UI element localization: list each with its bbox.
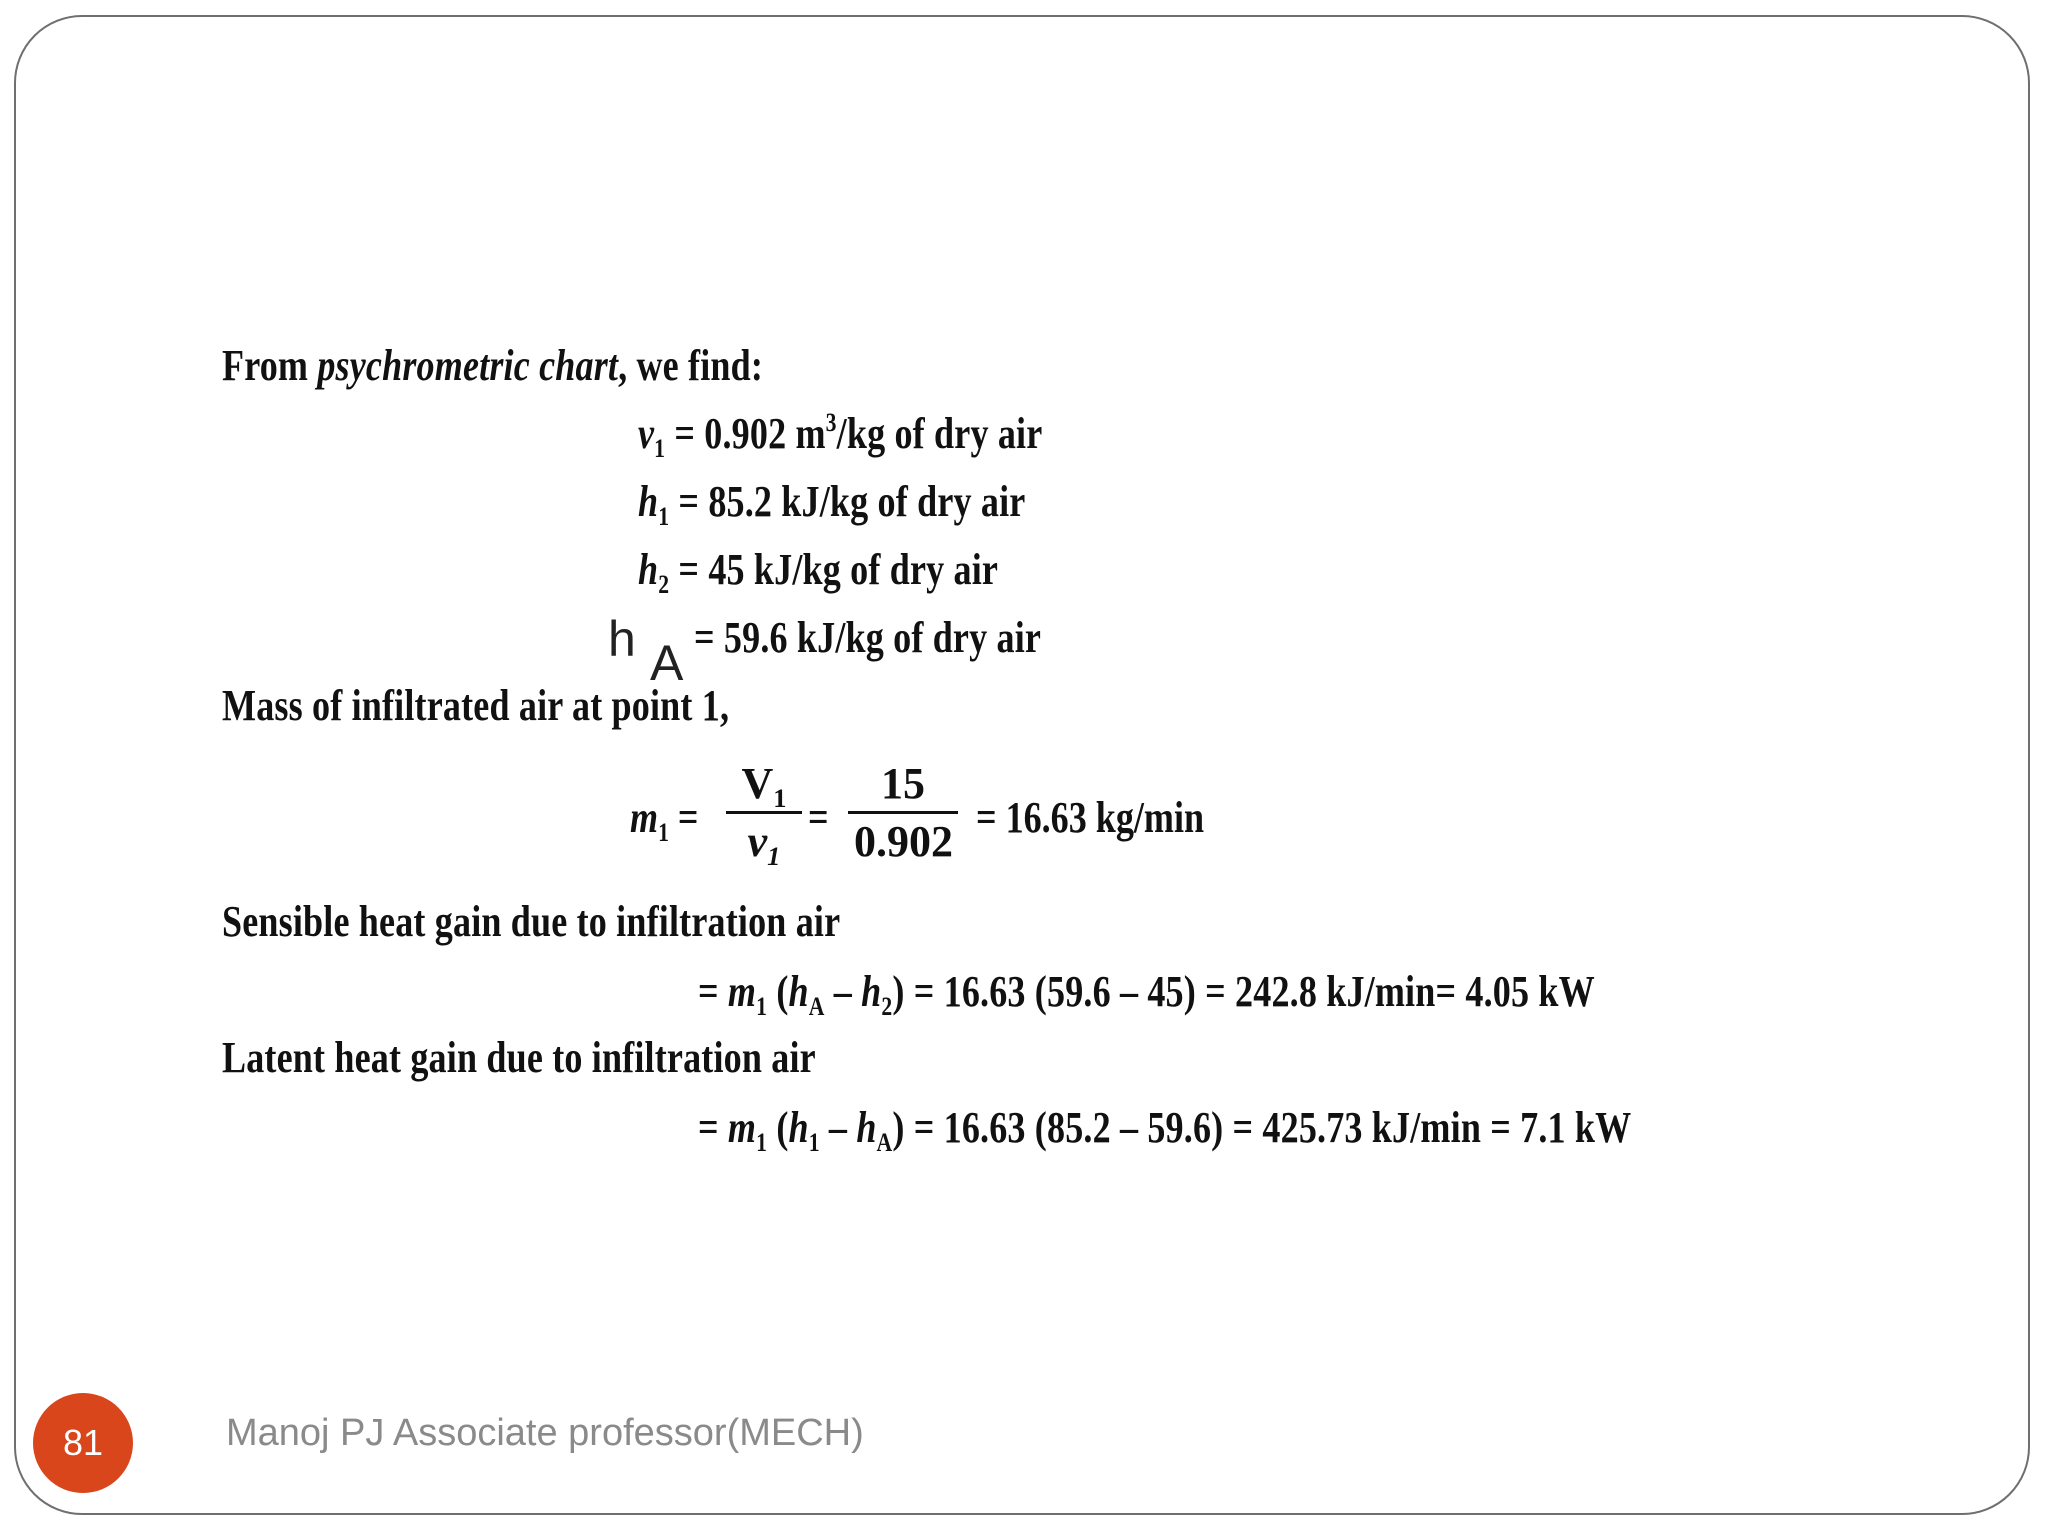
frac1-denominator	[726, 816, 802, 872]
latent-equation	[698, 1102, 1632, 1158]
sensible-heading: Sensible heat gain due to infiltration air	[222, 897, 841, 946]
intro-prefix: From	[222, 341, 318, 390]
h1-symbol: h	[638, 477, 659, 526]
value-v1	[638, 406, 1043, 464]
frac1-den-sub: 1	[767, 841, 781, 872]
sensible-m: m	[727, 967, 757, 1016]
mass-eq2: =	[808, 793, 829, 842]
frac1-den-text: v	[747, 817, 768, 866]
latent-h1-sub: 1	[808, 1127, 820, 1158]
m1-symbol: m	[630, 793, 659, 842]
sensible-rest: ) = 16.63 (59.6 – 45) = 242.8 kJ/min= 4.05 kW	[892, 967, 1595, 1016]
frac1-bar	[726, 811, 802, 814]
latent-m: m	[727, 1103, 757, 1152]
sensible-open: (	[767, 967, 789, 1016]
sensible-h2-sub: 2	[881, 991, 893, 1022]
intro-suffix: , we find:	[618, 341, 764, 390]
fraction-V1-v1	[726, 758, 802, 872]
h1-sub: 1	[658, 501, 670, 532]
latent-minus: –	[819, 1103, 857, 1152]
footer-author: Manoj PJ Associate professor(MECH)	[226, 1412, 864, 1454]
value-ha	[694, 612, 1041, 663]
fraction-15-0902	[848, 758, 958, 867]
h1-eq: = 85.2 kJ/kg of dry air	[678, 477, 1026, 526]
v1-sub: 1	[654, 433, 666, 464]
latent-ha: h	[856, 1103, 877, 1152]
frac2-denominator: 0.902	[854, 817, 953, 866]
frac1-num-text: V	[741, 759, 774, 808]
sensible-ha: h	[788, 967, 809, 1016]
intro-italic: psychrometric chart	[317, 341, 619, 390]
value-h1	[638, 476, 1026, 532]
latent-ha-sub: A	[876, 1127, 893, 1158]
mass-heading: Mass of infiltrated air at point 1,	[222, 681, 730, 730]
v1-symbol: v	[638, 409, 655, 458]
mass-eq1: =	[677, 793, 699, 842]
page-number-badge: 81	[33, 1393, 133, 1493]
latent-open: (	[767, 1103, 789, 1152]
sensible-prefix: =	[698, 967, 728, 1016]
v1-sup: 3	[825, 406, 837, 437]
ha-sub: A	[650, 635, 684, 691]
latent-m-sub: 1	[756, 1127, 768, 1158]
latent-prefix: =	[698, 1103, 728, 1152]
h2-eq: = 45 kJ/kg of dry air	[678, 545, 999, 594]
h2-sub: 2	[658, 569, 670, 600]
sensible-minus: –	[824, 967, 862, 1016]
ha-symbol: h	[608, 611, 636, 667]
frac2-bar	[848, 811, 958, 814]
latent-heading: Latent heat gain due to infiltration air	[222, 1033, 816, 1082]
h2-symbol: h	[638, 545, 659, 594]
mass-result: = 16.63 kg/min	[976, 793, 1205, 842]
v1-rest: /kg of dry air	[836, 409, 1043, 458]
ha-eq: = 59.6 kJ/kg of dry air	[694, 613, 1042, 662]
frac1-num-sub: 1	[773, 783, 787, 814]
latent-h1: h	[788, 1103, 809, 1152]
latent-rest: ) = 16.63 (85.2 – 59.6) = 425.73 kJ/min = 7.1 kW	[892, 1103, 1632, 1152]
intro-line	[222, 340, 763, 391]
m1-sub: 1	[658, 817, 669, 848]
sensible-m-sub: 1	[756, 991, 768, 1022]
value-h2	[638, 544, 999, 600]
sensible-equation	[698, 966, 1595, 1022]
v1-eq: = 0.902 m	[674, 409, 826, 458]
sensible-h2: h	[861, 967, 882, 1016]
mass-lhs	[630, 792, 699, 848]
sensible-ha-sub: A	[808, 991, 825, 1022]
frac2-numerator: 15	[881, 759, 925, 808]
frac1-numerator	[726, 758, 802, 814]
